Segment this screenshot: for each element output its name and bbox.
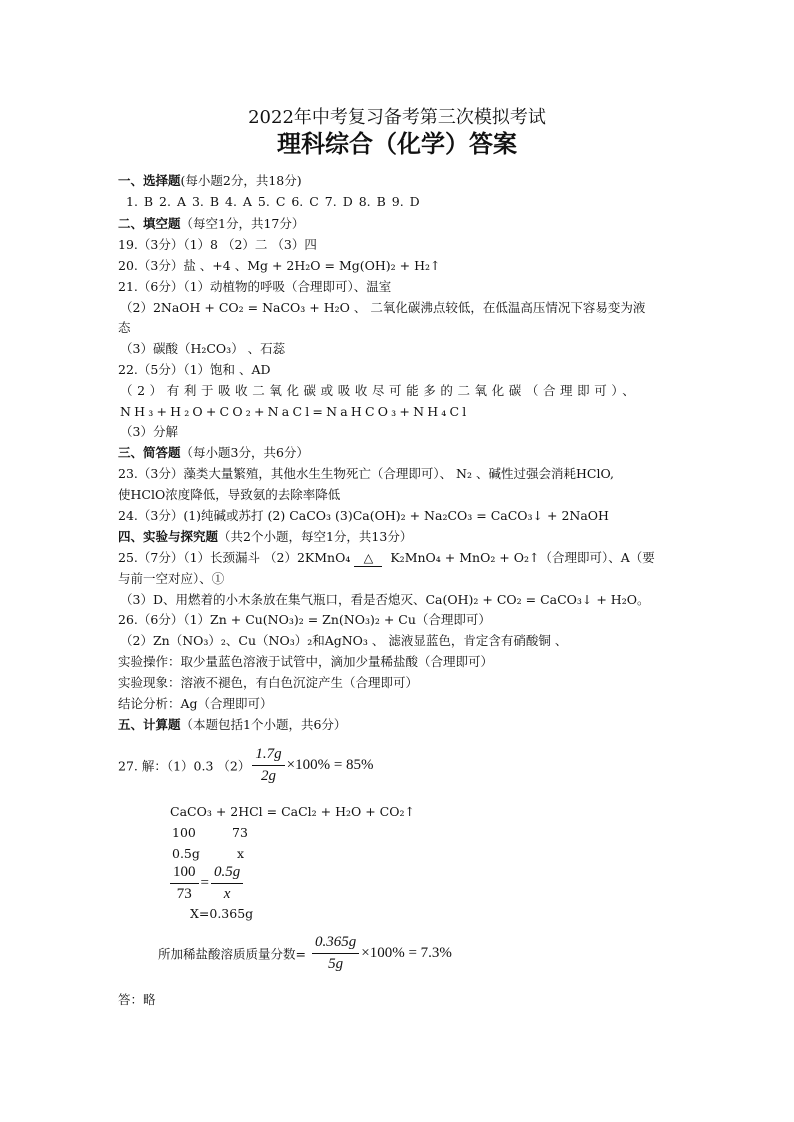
mass-fraction-result: ×100% = 7.3% xyxy=(361,945,452,961)
ratio-left-den: 73 xyxy=(176,886,192,902)
section-5-note: （本题包括1个小题，共6分） xyxy=(180,717,347,732)
answer-q20: 20.（3分）盐 、+4 、Mg + 2H₂O = Mg(OH)₂ + H₂↑ xyxy=(118,258,441,273)
exam-title: 2022年中考复习备考第三次模拟考试 xyxy=(248,107,546,128)
section-1-note: (每小题2分，共18分) xyxy=(180,173,302,188)
mass-fraction-line xyxy=(158,934,452,973)
answer-q22-line1: 22.（5分）（1）饱和 、AD xyxy=(118,362,271,377)
section-3-heading: 三、简答题 xyxy=(118,445,181,460)
section-5-heading: 五、计算题 xyxy=(118,717,181,732)
mass-fraction-label: 所加稀盐酸溶质质量分数= xyxy=(158,946,306,962)
section-2-note: （每空1分，共17分） xyxy=(180,216,305,231)
section-4-header xyxy=(118,529,412,545)
section-1-answers: 1. B 2. A 3. B 4. A 5. C 6. C 7. D 8. B 9. D xyxy=(126,194,420,209)
answer-q21-line4: （3）碳酸（H₂CO₃） 、石蕊 xyxy=(120,341,286,356)
fraction-denominator: 2g xyxy=(261,768,276,784)
heating-condition: △ xyxy=(354,550,382,567)
answer-q24: 24.（3分）(1)纯碱或苏打 (2) CaCO₃ (3)Ca(OH)₂ + Na₂CO₃ = CaCO₃↓ + 2NaOH xyxy=(118,508,609,523)
ratio-equals: = xyxy=(200,875,209,891)
unknown-x: x xyxy=(237,846,245,861)
section-2-header xyxy=(118,216,304,232)
x-value: X=0.365g xyxy=(190,906,254,921)
final-answer: 答：略 xyxy=(118,992,156,1007)
fraction-0-365g-over-5g xyxy=(312,934,359,973)
answer-q21-line1: 21.（6分）（1）动植物的呼吸（合理即可）、温室 xyxy=(118,279,392,294)
fraction-numerator: 1.7g xyxy=(252,746,284,766)
section-4-heading: 四、实验与探究题 xyxy=(118,529,219,544)
answer-q25-products: K₂MnO₄ + MnO₂ + O₂↑（合理即可）、A（要 xyxy=(386,550,655,565)
ratio-right xyxy=(211,864,243,903)
ratio-right-num: 0.5g xyxy=(211,864,243,884)
fraction-denominator: 5g xyxy=(328,956,344,972)
reaction-equation: CaCO₃ + 2HCl = CaCl₂ + H₂O + CO₂↑ xyxy=(170,804,415,819)
answer-q25-line2: 与前一空对应）、① xyxy=(118,571,225,586)
fraction-1-7g-over-2g xyxy=(252,746,284,785)
molar-mass-hcl: 73 xyxy=(232,825,248,840)
answer-q19: 19.（3分）（1）8 （2）二 （3）四 xyxy=(118,237,317,252)
proportion-equation xyxy=(168,864,245,903)
section-1-heading: 一、选择题 xyxy=(118,173,181,188)
answer-q21-line2: （2）2NaOH + CO₂ = NaCO₃ + H₂O 、 二氧化碳沸点较低，在低温高压情况下容易变为液 xyxy=(120,300,646,315)
answer-q23-line2: 使HClO浓度降低，导致氨的去除率降低 xyxy=(118,487,341,502)
section-3-note: （每小题3分，共6分） xyxy=(180,445,309,460)
section-5-header xyxy=(118,717,346,733)
ratio-right-den: x xyxy=(223,886,231,902)
answer-q25-reactant: 25.（7分）（1）长颈漏斗 （2）2KMnO₄ xyxy=(118,550,351,565)
section-3-header xyxy=(118,445,309,461)
answer-q27-intro: 27. 解：（1）0.3 （2） xyxy=(118,758,251,774)
answer-title: 理科综合（化学）答案 xyxy=(277,129,517,158)
answer-q26-line2: （2）Zn（NO₃）₂、Cu（NO₃）₂和AgNO₃ 、 滤液显蓝色，肯定含有硝酸铜 、 xyxy=(120,633,568,648)
molar-mass-caco3: 100 xyxy=(172,825,196,840)
answer-q27-result: ×100% = 85% xyxy=(286,757,374,773)
answer-q26-phenomenon: 实验现象：溶液不褪色，有白色沉淀产生（合理即可） xyxy=(118,675,419,690)
answer-q25-line3: （3）D、用燃着的小木条放在集气瓶口，看是否熄灭、Ca(OH)₂ + CO₂ = CaCO₃↓ + H₂O。 xyxy=(120,592,650,607)
section-2-heading: 二、填空题 xyxy=(118,216,181,231)
section-1-header xyxy=(118,173,302,189)
answer-q22-line4: （3）分解 xyxy=(120,424,178,439)
section-4-note: （共2个小题，每空1分，共13分） xyxy=(218,529,413,544)
mass-caco3: 0.5g xyxy=(172,846,200,861)
answer-q23-line1: 23.（3分）藻类大量繁殖，其他水生生物死亡（合理即可）、 N₂ 、碱性过强会消耗HClO, xyxy=(118,466,614,481)
answer-q26-operation: 实验操作：取少量蓝色溶液于试管中，滴加少量稀盐酸（合理即可） xyxy=(118,654,494,669)
answer-q21-line3: 态 xyxy=(118,320,131,335)
answer-q22-line2: （2）有利于吸收二氧化碳或吸收尽可能多的二氧化碳（合理即可）、 xyxy=(120,383,640,398)
answer-q27-line1 xyxy=(118,746,374,785)
answer-q26-conclusion: 结论分析：Ag（合理即可） xyxy=(118,696,273,711)
answer-q22-line3: NH₃+H₂O+CO₂+NaCl=NaHCO₃+NH₄Cl xyxy=(120,404,470,419)
answer-q25-line1 xyxy=(118,550,655,567)
ratio-left xyxy=(170,864,199,903)
fraction-numerator: 0.365g xyxy=(312,934,359,954)
answer-q26-line1: 26.（6分）（1）Zn + Cu(NO₃)₂ = Zn(NO₃)₂ + Cu（合理即可） xyxy=(118,612,491,627)
ratio-left-num: 100 xyxy=(170,864,199,884)
